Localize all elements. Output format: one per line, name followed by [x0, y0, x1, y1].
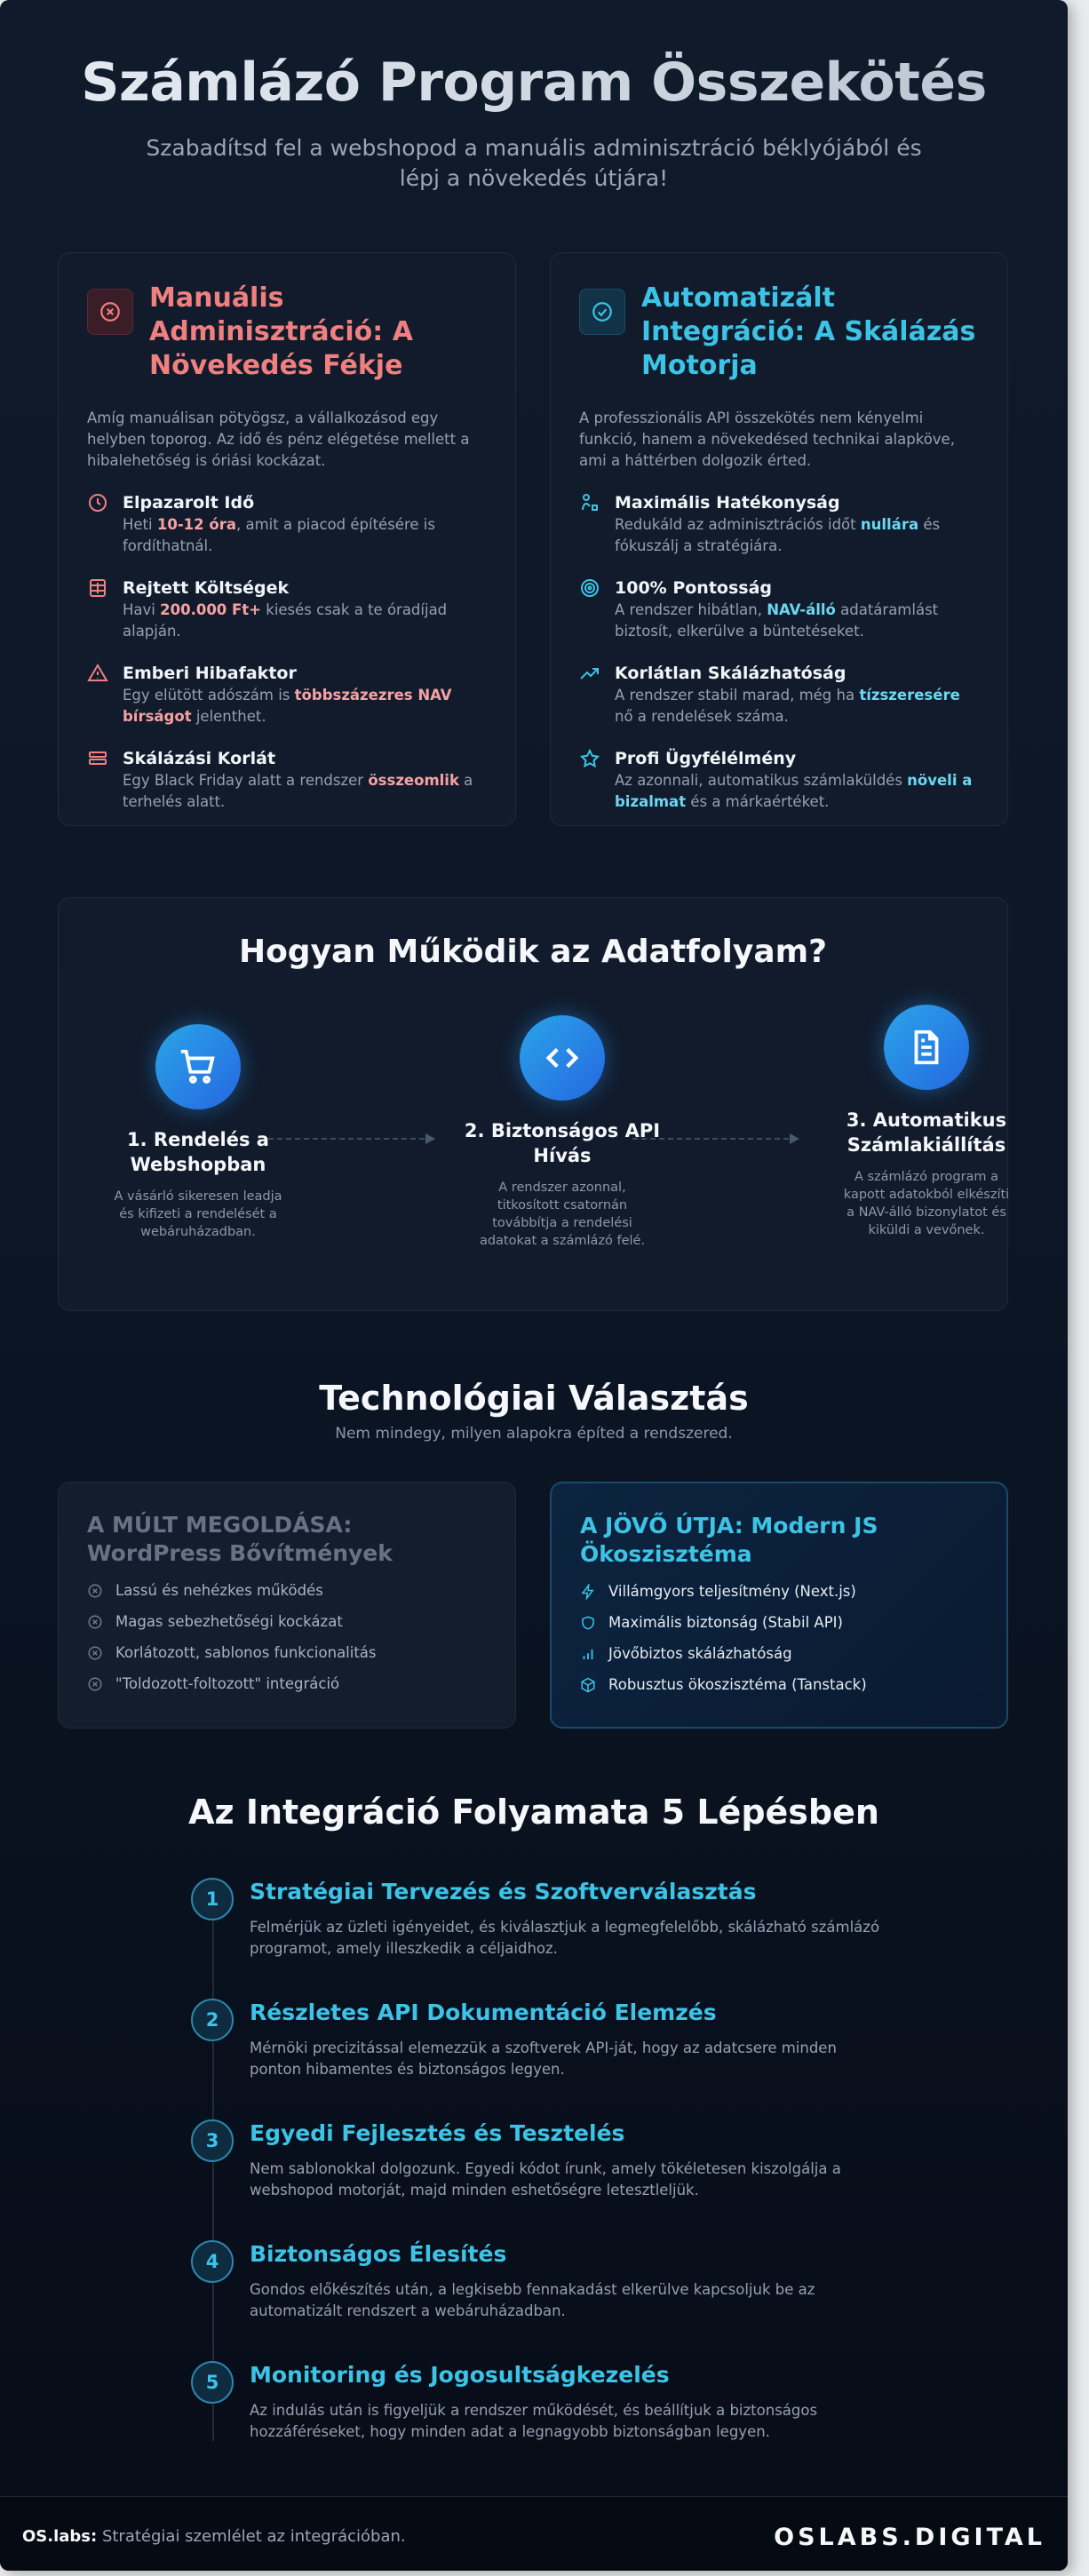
automation-card-title: Automatizált Integráció: A Skálázás Motorja — [641, 282, 976, 381]
document-icon — [884, 1005, 969, 1090]
automation-item — [579, 491, 979, 557]
step-title: Részletes API Dokumentáció Elemzés — [250, 2000, 717, 2025]
automation-card — [550, 252, 1008, 826]
step-text: Felmérjük az üzleti igényeidet, és kiválasztjuk a legmegfelelőbb, skálázható számlázó programot, amely illeszkedik a céljaidhoz. — [250, 1919, 880, 1957]
manual-admin-card — [58, 252, 516, 826]
automation-item-title: Korlátlan Skálázhatóság — [615, 664, 847, 683]
manual-item-title: Rejtett Költségek — [123, 578, 290, 598]
legacy-solution-card — [58, 1482, 516, 1729]
check-circle-icon — [579, 289, 625, 335]
flow-step-title: 3. Automatikus Számlakiállítás — [846, 1109, 1007, 1156]
flow-step-text: A számlázó program a kapott adatokból elkészíti a NAV-álló bizonylatot és kiküldi a vevőnek. — [843, 1170, 1010, 1237]
modern-item: Jövőbiztos skálázhatóság — [580, 1645, 978, 1662]
modern-item: Maximális biztonság (Stabil API) — [580, 1614, 978, 1631]
manual-card-title: Manuális Adminisztráció: A Növekedés Fékje — [149, 282, 413, 381]
automation-item — [579, 576, 979, 642]
manual-item-title: Emberi Hibafaktor — [123, 664, 297, 683]
target-icon — [579, 577, 602, 642]
flow-step — [96, 1024, 300, 1241]
process-step — [191, 2240, 902, 2322]
step-number: 1 — [191, 1878, 234, 1920]
x-circle-icon — [87, 1645, 103, 1661]
banknote-icon — [87, 577, 110, 642]
warning-triangle-icon — [87, 663, 110, 727]
step-text: Nem sablonokkal dolgozunk. Egyedi kódot írunk, amely tökéletesen kiszolgálja a webshopod motorját, majd minden eshetőségre letesztleljük. — [250, 2160, 841, 2198]
manual-item — [87, 747, 487, 813]
legacy-card-title: A MÚLT MEGOLDÁSA: WordPress Bővítmények — [87, 1512, 393, 1566]
page-title: Számlázó Program Összekötés — [0, 52, 1068, 114]
manual-item — [87, 576, 487, 642]
bar-chart-icon — [580, 1646, 596, 1662]
footer-tagline: OS.labs: Stratégiai szemlélet az integrációban. — [22, 2527, 406, 2546]
step-title: Monitoring és Jogosultságkezelés — [250, 2362, 670, 2388]
trending-up-icon — [579, 663, 602, 727]
manual-item — [87, 491, 487, 557]
modern-solution-card — [550, 1482, 1008, 1729]
manual-item-text: Egy elütött adószám is többszázezres NAV bírságot jelenthet. — [123, 687, 452, 725]
shield-icon — [580, 1615, 596, 1631]
manual-item-text: Havi 200.000 Ft+ kiesés csak a te óradíjad alapján. — [123, 601, 448, 640]
modern-item: Villámgyors teljesítmény (Next.js) — [580, 1583, 978, 1600]
comparison-section — [58, 252, 1008, 826]
automation-item-text: Redukáld az adminisztrációs időt nullára és fókuszálj a stratégiára. — [615, 516, 941, 554]
step-number: 3 — [191, 2119, 234, 2162]
cube-icon — [580, 1677, 596, 1693]
modern-card-title: A JÖVŐ ÚTJA: Modern JS Ökoszisztéma — [580, 1513, 878, 1567]
footer-domain: OSLABS.DIGITAL — [774, 2524, 1045, 2551]
step-number: 4 — [191, 2240, 234, 2283]
step-text: Mérnöki precizitással elemezzük a szoftverek API-ját, hogy az adatcsere minden ponton hibamentes és biztonságos legyen. — [250, 2039, 837, 2078]
cart-icon — [155, 1024, 241, 1109]
manual-item-title: Elpazarolt Idő — [123, 493, 255, 513]
code-icon — [520, 1015, 605, 1101]
manual-item — [87, 662, 487, 727]
step-number: 2 — [191, 1999, 234, 2041]
flow-arrow — [268, 1138, 433, 1140]
process-step — [191, 1878, 902, 1960]
automation-item-title: Profi Ügyfélélmény — [615, 749, 797, 768]
user-workflow-icon — [579, 492, 602, 557]
manual-card-description: Amíg manuálisan pötyögsz, a vállalkozásod egy helyben toporog. Az idő és pénz elégetése mellett a hibalehetőség is óriási kockázat. — [87, 409, 470, 469]
step-number: 5 — [191, 2361, 234, 2404]
legacy-item: Lassú és nehézkes működés — [87, 1582, 487, 1599]
x-circle-icon — [87, 1676, 103, 1692]
clock-icon — [87, 492, 110, 557]
automation-card-description: A professzionális API összekötés nem kényelmi funkció, hanem a növekedésed technikai alapköve, ami a háttérben dolgozik érted. — [579, 409, 955, 469]
legacy-item: Magas sebezhetőségi kockázat — [87, 1613, 487, 1630]
flow-step-title: 2. Biztonságos API Hívás — [464, 1120, 661, 1166]
automation-item-text: A rendszer hibátlan, NAV-álló adatáramlást biztosít, elkerülve a büntetéseket. — [615, 601, 939, 640]
manual-item-text: Heti 10-12 óra, amit a piacod építésére is fordíthatnál. — [123, 516, 435, 554]
data-flow-section — [58, 897, 1008, 1311]
manual-item-title: Skálázási Korlát — [123, 749, 276, 768]
step-title: Biztonságos Élesítés — [250, 2241, 507, 2267]
x-circle-icon — [87, 289, 133, 335]
process-step — [191, 1999, 902, 2080]
tech-title: Technológiai Választás — [319, 1379, 749, 1418]
flow-step-text: A vásárló sikeresen leadja és kifizeti a rendelését a webáruházadban. — [114, 1189, 282, 1239]
manual-item-text: Egy Black Friday alatt a rendszer összeomlik a terhelés alatt. — [123, 772, 473, 810]
header — [0, 0, 1068, 194]
server-icon — [87, 748, 110, 813]
automation-item-text: Az azonnali, automatikus számlaküldés növeli a bizalmat és a márkaértéket. — [615, 772, 973, 810]
automation-item-title: Maximális Hatékonyság — [615, 493, 840, 513]
flow-step-text: A rendszer azonnal, titkosított csatornán továbbítja a rendelési adatokat a számlázó felé. — [479, 1181, 646, 1248]
automation-item-title: 100% Pontosság — [615, 578, 772, 598]
star-icon — [579, 748, 602, 813]
flow-arrow — [632, 1138, 798, 1140]
step-text: Az indulás után is figyeljük a rendszer működését, és beállítjuk a biztonságos hozzáféréseket, hogy minden adat a legnagyobb biztonságban legyen. — [250, 2402, 818, 2440]
step-title: Egyedi Fejlesztés és Tesztelés — [250, 2120, 625, 2146]
x-circle-icon — [87, 1583, 103, 1599]
automation-item — [579, 662, 979, 727]
flow-step — [460, 1015, 664, 1250]
automation-item-text: A rendszer stabil marad, még ha tízszeresére nő a rendelések száma. — [615, 687, 960, 725]
page-subtitle: Szabadítsd fel a webshopod a manuális adminisztráció béklyójából és lépj a növekedés útjára! — [146, 135, 922, 191]
step-title: Stratégiai Tervezés és Szoftverválasztás — [250, 1879, 757, 1904]
modern-item: Robusztus ökoszisztéma (Tanstack) — [580, 1676, 978, 1693]
automation-item — [579, 747, 979, 813]
process-step — [191, 2361, 902, 2443]
legacy-item: Korlátozott, sablonos funkcionalitás — [87, 1644, 487, 1661]
flow-step — [824, 1005, 1029, 1239]
tech-subtitle: Nem mindegy, milyen alapokra építed a rendszered. — [335, 1425, 733, 1443]
process-title: Az Integráció Folyamata 5 Lépésben — [188, 1793, 879, 1832]
step-text: Gondos előkészítés után, a legkisebb fennakadást elkerülve kapcsoljuk be az automatizált rendszert a webáruházadban. — [250, 2281, 815, 2319]
legacy-item: "Toldozott-foltozott" integráció — [87, 1675, 487, 1692]
flow-title: Hogyan Működik az Adatfolyam? — [238, 934, 828, 970]
process-step — [191, 2119, 902, 2201]
footer — [0, 2496, 1068, 2571]
x-circle-icon — [87, 1614, 103, 1630]
lightning-icon — [580, 1584, 596, 1600]
flow-step-title: 1. Rendelés a Webshopban — [127, 1129, 269, 1175]
